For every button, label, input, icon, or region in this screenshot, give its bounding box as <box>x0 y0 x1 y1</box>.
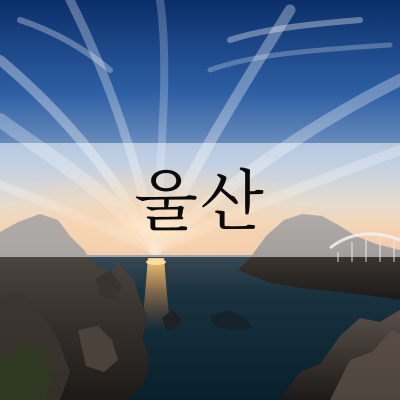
city-name-title: 울산 <box>134 163 266 240</box>
title-band <box>0 143 400 257</box>
